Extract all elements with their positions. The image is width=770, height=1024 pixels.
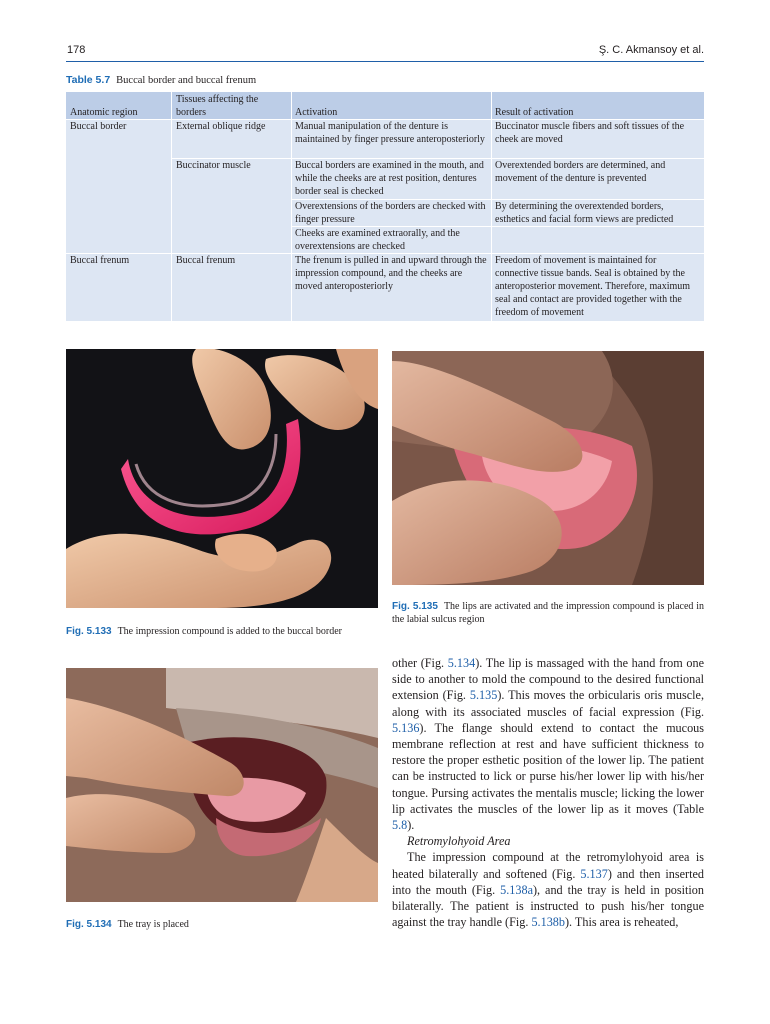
running-author: Ş. C. Akmansoy et al. xyxy=(598,44,704,56)
page-number: 178 xyxy=(67,44,86,56)
table-label: Table 5.7 xyxy=(66,74,111,86)
figure-label: Fig. 5.135 xyxy=(392,601,438,612)
cell-region: Buccal frenum xyxy=(70,255,130,266)
cell-activation: Buccal borders are examined in the mouth, and while the cheeks are at rest position, dentures border seal is checked xyxy=(295,160,484,197)
photo-tray-placed xyxy=(66,668,378,902)
text-run: The impression compound at the retromylohyoid area is heated bilaterally and softened (Fig. xyxy=(392,850,704,881)
header-rule xyxy=(66,61,704,62)
text-run: ), and the tray is held in position bilaterally. The patient is instructed to push his/her tongue against the tray handle (Fig. xyxy=(392,882,704,930)
section-subheading: Retromylohyoid Area xyxy=(407,834,511,849)
figure-ref-link[interactable]: 5.138b xyxy=(531,915,565,930)
table-ref-link[interactable]: 5.8 xyxy=(392,818,408,833)
figure-ref-link[interactable]: 5.134 xyxy=(447,656,476,670)
cell-result: Freedom of movement is maintained for connective tissue bands. Seal is obtained by the anteroposterior movement. Therefore, maximum seal and contact are provided together with the freedom of movement xyxy=(495,255,691,318)
table-caption xyxy=(66,74,256,86)
cell-activation: The frenum is pulled in and upward through the impression compound, and the cheeks are moved anteroposteriorly xyxy=(295,255,487,292)
col-header-region: Anatomic region xyxy=(70,107,138,118)
figure-caption-135 xyxy=(392,600,704,626)
cell-result: By determining the overextended borders, esthetics and facial form views are predicted xyxy=(495,201,674,225)
figure-ref-link[interactable]: 5.135 xyxy=(469,688,498,703)
figure-caption-133 xyxy=(66,625,386,638)
cell-result: Overextended borders are determined, and movement of the denture is prevented xyxy=(495,160,666,184)
column-divider xyxy=(171,92,172,321)
photo-lips-activated xyxy=(392,351,704,585)
text-run: ) and then inserted into the mouth (Fig. xyxy=(392,866,704,897)
col-header-result: Result of activation xyxy=(495,107,574,118)
caption-text: The lips are activated and the impression compound is placed in the labial sulcus region xyxy=(392,601,705,625)
figure-caption-134 xyxy=(66,918,378,931)
cell-tissue: External oblique ridge xyxy=(176,121,266,132)
caption-text: The impression compound is added to the buccal border xyxy=(117,626,342,637)
text-run: ). The lip is massaged with the hand from one side to another to mold the compound to the desired functional extension (Fig. xyxy=(392,656,705,703)
text-run: ). The flange should extend to contact the mucous membrane reflection at rest and have sufficient thickness to restore the proper esthetic position of the lower lip. The patient can be instructed to lick or purse his/her lower lip with his/her tongue. Pursing activates the mentalis muscle; licking the lower lip activates the muscles of the lower lip as it moves (Table xyxy=(392,720,704,816)
cell-region: Buccal border xyxy=(70,121,127,132)
photo-impression-compound xyxy=(66,349,378,608)
cell-tissue: Buccinator muscle xyxy=(176,160,251,171)
cell-tissue: Buccal frenum xyxy=(176,255,236,266)
paragraph xyxy=(392,655,704,833)
text-run: other (Fig. xyxy=(392,656,448,670)
body-text-column xyxy=(392,655,704,930)
figure-ref-link[interactable]: 5.137 xyxy=(580,866,608,881)
text-run: ). This moves the orbicularis oris muscle, along with its associated muscles of facial expression (Fig. xyxy=(392,688,704,719)
table-title: Buccal border and buccal frenum xyxy=(116,75,257,86)
text-run: ). xyxy=(407,818,415,833)
cell-result: Buccinator muscle fibers and soft tissues of the cheek are moved xyxy=(495,121,685,145)
table-buccal-border xyxy=(66,92,704,321)
figure-label: Fig. 5.133 xyxy=(66,626,112,637)
col-header-tissues: Tissues affecting the borders xyxy=(176,94,259,118)
figure-ref-link[interactable]: 5.138a xyxy=(500,882,533,897)
column-divider xyxy=(291,92,292,321)
col-header-activation: Activation xyxy=(295,107,338,118)
figure-ref-link[interactable]: 5.136 xyxy=(392,720,420,735)
text-run: ). This area is reheated, xyxy=(564,915,679,930)
column-divider xyxy=(491,92,492,321)
cell-activation: Manual manipulation of the denture is maintained by finger pressure anteroposteriorly xyxy=(295,121,485,145)
cell-activation: Overextensions of the borders are checked with finger pressure xyxy=(295,201,486,225)
cell-activation: Cheeks are examined extraorally, and the overextensions are checked xyxy=(295,228,460,252)
paragraph xyxy=(392,849,704,930)
caption-text: The tray is placed xyxy=(117,919,189,930)
figure-label: Fig. 5.134 xyxy=(66,919,112,930)
